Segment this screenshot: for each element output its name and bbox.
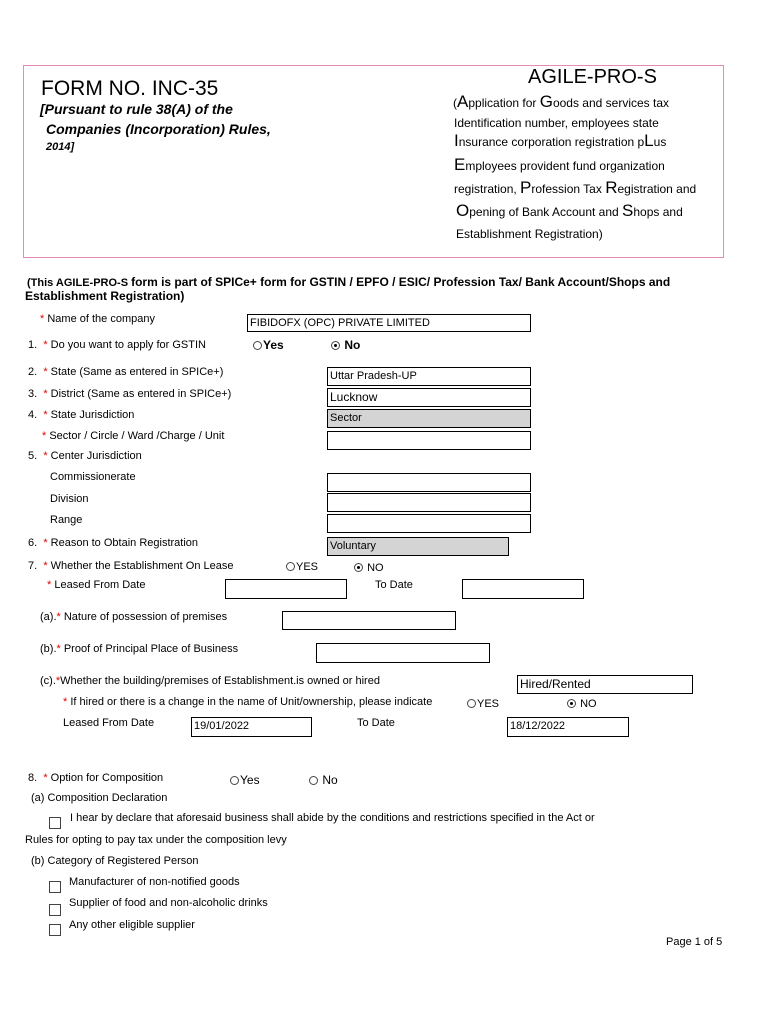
agile-line-1: (Application for Goods and services tax (453, 92, 670, 111)
pursuant-line-3: 2014] (46, 141, 75, 153)
state-jurisdiction-select[interactable]: Sector (327, 409, 531, 428)
owned-hired-select[interactable]: Hired/Rented (517, 675, 693, 694)
company-name-label: * Name of the company (40, 313, 155, 325)
category-checkbox-2[interactable] (49, 904, 61, 916)
reason-select[interactable]: Voluntary (327, 537, 509, 556)
q7-to-date-label: To Date (375, 579, 413, 591)
radio-icon[interactable] (230, 776, 239, 785)
agile-title: AGILE-PRO-S (528, 66, 657, 88)
q7-option-no[interactable]: NO (354, 562, 384, 574)
q3-label: 3. * District (Same as entered in SPICe+) (28, 388, 232, 400)
qc-label: (c).*Whether the building/premises of Establishment.is owned or hired (40, 675, 380, 687)
proof-input[interactable] (316, 643, 490, 663)
page-number: Page 1 of 5 (666, 936, 723, 948)
qc-option-yes[interactable]: YES (467, 698, 499, 710)
intro-line-2: Establishment Registration) (25, 289, 185, 303)
commissionerate-label: Commissionerate (50, 471, 136, 483)
agile-line-5: registration, Profession Tax Registration and (454, 178, 697, 197)
range-label: Range (50, 514, 83, 526)
q8-label: 8. * Option for Composition (28, 772, 164, 784)
qc-sub-label: * If hired or there is a change in the name of Unit/ownership, please indicate (63, 696, 433, 708)
radio-icon[interactable] (467, 699, 476, 708)
composition-declaration-title: (a) Composition Declaration (31, 792, 168, 804)
radio-selected-icon[interactable] (331, 341, 340, 350)
sector-circle-input[interactable] (327, 431, 531, 450)
qa-label: (a).* Nature of possession of premises (40, 611, 228, 623)
commissionerate-input[interactable] (327, 473, 531, 492)
agile-line-6: Opening of Bank Account and Shops and (456, 201, 683, 220)
q7-to-date-input[interactable] (462, 579, 584, 599)
qc-to-date-label: To Date (357, 717, 395, 729)
category-title: (b) Category of Registered Person (31, 855, 199, 867)
pursuant-line-1: [Pursuant to rule 38(A) of the (40, 101, 233, 117)
radio-icon[interactable] (286, 562, 295, 571)
pursuant-line-2: Companies (Incorporation) Rules, (46, 121, 271, 137)
q2-label: 2. * State (Same as entered in SPICe+) (28, 366, 224, 378)
intro-line-1: (This AGILE-PRO-S form is part of SPICe+ form for GSTIN / EPFO / ESIC/ Profession Tax/ Bank Account/Shops and (27, 275, 671, 289)
q7-label: 7. * Whether the Establishment On Lease (28, 560, 234, 572)
qc-option-no[interactable]: NO (567, 698, 597, 710)
radio-icon[interactable] (253, 341, 262, 350)
qc-to-date-input[interactable]: 18/12/2022 (507, 717, 629, 737)
agile-line-3: Insurance corporation registration pLus (454, 131, 667, 150)
q8-option-no[interactable]: No (309, 773, 338, 787)
radio-selected-icon[interactable] (567, 699, 576, 708)
q8-option-yes[interactable]: Yes (230, 773, 260, 787)
qc-leased-from-input[interactable]: 19/01/2022 (191, 717, 312, 737)
qb-label: (b).* Proof of Principal Place of Business (40, 643, 239, 655)
form-number: FORM NO. INC-35 (41, 77, 219, 100)
agile-line-4: Employees provident fund organization (454, 155, 665, 174)
category-checkbox-1[interactable] (49, 881, 61, 893)
q7-option-yes[interactable]: YES (286, 561, 318, 573)
division-label: Division (50, 493, 89, 505)
agile-line-2: Identification number, employees state (454, 116, 659, 130)
range-input[interactable] (327, 514, 531, 533)
division-input[interactable] (327, 493, 531, 512)
declaration-line-1: I hear by declare that aforesaid business shall abide by the conditions and restrictions specified in the Act or (70, 812, 595, 824)
q7-leased-from-label: * Leased From Date (47, 579, 146, 591)
q6-label: 6. * Reason to Obtain Registration (28, 537, 199, 549)
agile-line-7: Establishment Registration) (456, 227, 603, 241)
q4-label: 4. * State Jurisdiction (28, 409, 135, 421)
possession-input[interactable] (282, 611, 456, 630)
q7-leased-from-input[interactable] (225, 579, 347, 599)
category-label-3: Any other eligible supplier (69, 919, 195, 931)
q5-label: 5. * Center Jurisdiction (28, 450, 142, 462)
category-checkbox-3[interactable] (49, 924, 61, 936)
declaration-checkbox[interactable] (49, 817, 61, 829)
district-input[interactable]: Lucknow (327, 388, 531, 407)
category-label-2: Supplier of food and non-alcoholic drinks (69, 897, 268, 909)
state-input[interactable]: Uttar Pradesh-UP (327, 367, 531, 386)
q1-option-no[interactable]: No (331, 338, 360, 352)
radio-selected-icon[interactable] (354, 563, 363, 572)
category-label-1: Manufacturer of non-notified goods (69, 876, 240, 888)
declaration-line-2: Rules for opting to pay tax under the composition levy (25, 834, 287, 846)
company-name-input[interactable]: FIBIDOFX (OPC) PRIVATE LIMITED (247, 314, 531, 332)
q1-option-yes[interactable]: Yes (253, 338, 284, 352)
q1-label: 1. * Do you want to apply for GSTIN (28, 339, 206, 351)
q4b-label: * Sector / Circle / Ward /Charge / Unit (42, 430, 225, 442)
qc-leased-from-label: Leased From Date (63, 717, 155, 729)
radio-icon[interactable] (309, 776, 318, 785)
